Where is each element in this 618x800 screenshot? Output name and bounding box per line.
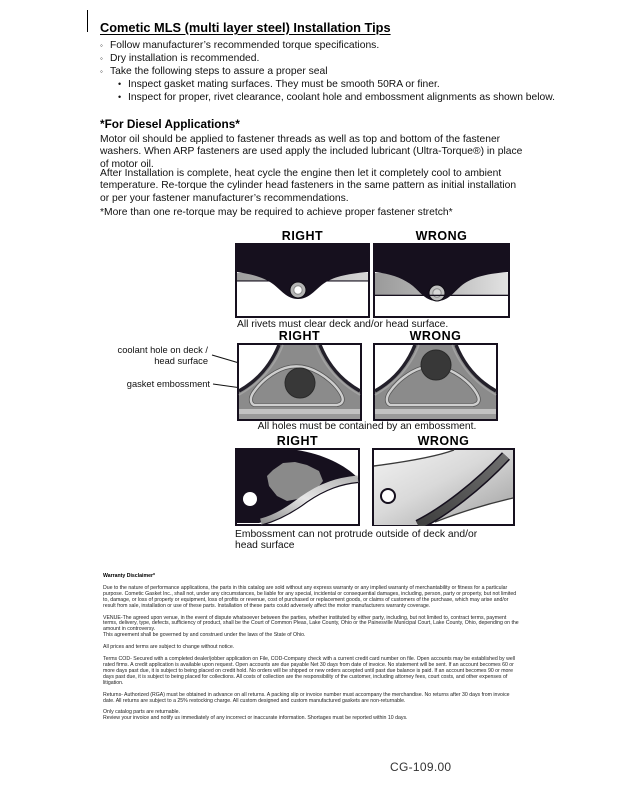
filled-bullet-icon: • <box>118 79 122 89</box>
right-label: RIGHT <box>278 329 321 343</box>
right-label: RIGHT <box>281 229 324 243</box>
bolt-hole <box>243 492 257 506</box>
gasket-embossment-label: gasket embossment <box>126 379 210 389</box>
page-title: Cometic MLS (multi layer steel) Installation Tips <box>100 20 391 35</box>
embossment-right-diagram <box>235 448 360 526</box>
right-label: RIGHT <box>276 434 319 448</box>
wrong-label: WRONG <box>409 329 462 343</box>
embossment-wrong-diagram <box>372 448 515 526</box>
diesel-paragraph-1: Motor oil should be applied to fastener threads as well as top and bottom of the fastener washers. When ARP fasteners are used apply the included lubricant (Ultra-Torque®) in place of motor oil. <box>100 134 523 170</box>
list-item-text: Dry installation is recommended. <box>110 53 260 64</box>
rivet-right-figure <box>235 243 370 318</box>
holes-caption: All holes must be contained by an embossment. <box>257 421 477 432</box>
open-bullet-icon: ◦ <box>100 67 103 76</box>
coolant-hole-label: coolant hole on deck / head surface <box>117 345 208 366</box>
embossment-caption: Embossment can not protrude outside of deck and/or head surface <box>235 529 478 551</box>
open-bullet-icon: ◦ <box>100 54 103 63</box>
diesel-section-heading: *For Diesel Applications* <box>100 117 240 131</box>
retorque-note: *More than one re-torque may be required to achieve proper fastener stretch* <box>100 207 453 218</box>
disclaimer-paragraph: All prices and terms are subject to change without notice. <box>103 644 235 651</box>
wrong-label: WRONG <box>417 434 470 448</box>
list-item <box>118 78 555 91</box>
list-item <box>100 52 555 65</box>
list-item-text: Take the following steps to assure a proper seal <box>110 66 328 77</box>
rivet-wrong-figure <box>373 243 510 318</box>
coolant-wrong-diagram <box>373 343 498 421</box>
coolant-right-diagram <box>237 343 362 421</box>
disclaimer-paragraph: Returns- Authorized (RGA) must be obtained in advance on all returns. A packing slip or invoice number must accompany the merchandise. No returns after 30 days from invoice date. All returns are subject to a 25% restocking charge. All custom designed and custom manufactured gaskets are non-returnable. <box>103 691 510 704</box>
bolt-hole <box>381 489 395 503</box>
wrong-label: WRONG <box>415 229 468 243</box>
coolant-right-figure <box>237 343 362 421</box>
list-item-text: Inspect gasket mating surfaces. They must be smooth 50RA or finer. <box>128 79 440 90</box>
open-bullet-icon: ◦ <box>100 41 103 50</box>
filled-bullet-icon: • <box>118 92 122 102</box>
list-item <box>100 39 555 52</box>
list-item <box>118 91 555 104</box>
disclaimer-paragraph: Only catalog parts are returnable. <box>103 709 180 716</box>
diesel-paragraph-2: After Installation is complete, heat cycle the engine then let it completely cool to ambient temperature. Re-torque the cylinder head fasteners in the same pattern as initial installation or per your fastener manufacturer’s recommendations. <box>100 168 517 204</box>
rivets-caption: All rivets must clear deck and/or head surface. <box>237 319 449 330</box>
coolant-wrong-figure <box>373 343 498 421</box>
page-crop-mark <box>87 10 88 32</box>
disclaimer-paragraph: This agreement shall be governed by and construed under the laws of the State of Ohio. <box>103 632 306 639</box>
disclaimer-heading: Warranty Disclaimer* <box>103 573 155 579</box>
disclaimer-paragraph: Review your invoice and notify us immediately of any incorrect or inaccurate information. Shortages must be reported within 10 days. <box>103 715 408 722</box>
disclaimer-paragraph: Due to the nature of performance applications, the parts in this catalog are sold without any express warranty or any implied warranty of merchantability or fitness for a particular purpose. Cometic Gasket Inc., shall not, under any circumstances, be liable for any special, incidental or consequential damages, including, person, party or property, but not limited to, damage, or loss of property or equipment, loss of profits or revenue, cost of purchased or replacement goods, or claims of customers of the purchase, which may arise and/or result from sale, installation or use of these parts. Installation of these parts could adversely affect the motor manufacturers warranty coverage. <box>103 584 517 609</box>
coolant-hole <box>421 350 451 380</box>
rivet-wrong-diagram <box>373 243 510 318</box>
deck-line <box>375 295 508 296</box>
page-number: CG-109.00 <box>390 760 452 774</box>
installation-tips-list <box>100 39 555 104</box>
list-item-text: Inspect for proper, rivet clearance, coolant hole and embossment alignments as shown below. <box>128 92 555 103</box>
list-item <box>100 65 555 78</box>
rivet-right-diagram <box>235 243 370 318</box>
warranty-disclaimer <box>103 574 520 728</box>
disclaimer-paragraph: Terms COD- Secured with a completed dealer/jobber application on File, COD-Company check with a current credit card number on file. Open accounts may be established by well rated firms. A credit application is available upon request. Open accounts are due payable Net 30 days from date of invoice. No statement will be sent. If an account becomes 60 or more days past due, it is subject to being placed on credit hold. No orders will be shipped or new orders accepted until past due balance is paid. If an account becomes 90 or more days past due, it is subject to being placed for collections. All costs of collection are the responsibility of the customer, including attorney fees, court costs, and other expenses of litigation. <box>103 656 516 686</box>
list-item-text: Follow manufacturer’s recommended torque specifications. <box>110 40 380 51</box>
embossment-wrong-figure <box>372 448 515 526</box>
embossment-right-figure <box>235 448 360 526</box>
coolant-hole <box>285 368 315 398</box>
disclaimer-paragraph: VENUE-The agreed upon venue, in the event of dispute whatsoever between the parties, whether instituted by either party, including, but not limited to, contract terms, payment terms, delivery, type, defects, sufficiency of product, shall be the Court of Common Pleas, Lake County, Ohio or the Painesville Municipal Court, Lake County, Ohio, depending on the amount in controversy. <box>103 614 519 633</box>
